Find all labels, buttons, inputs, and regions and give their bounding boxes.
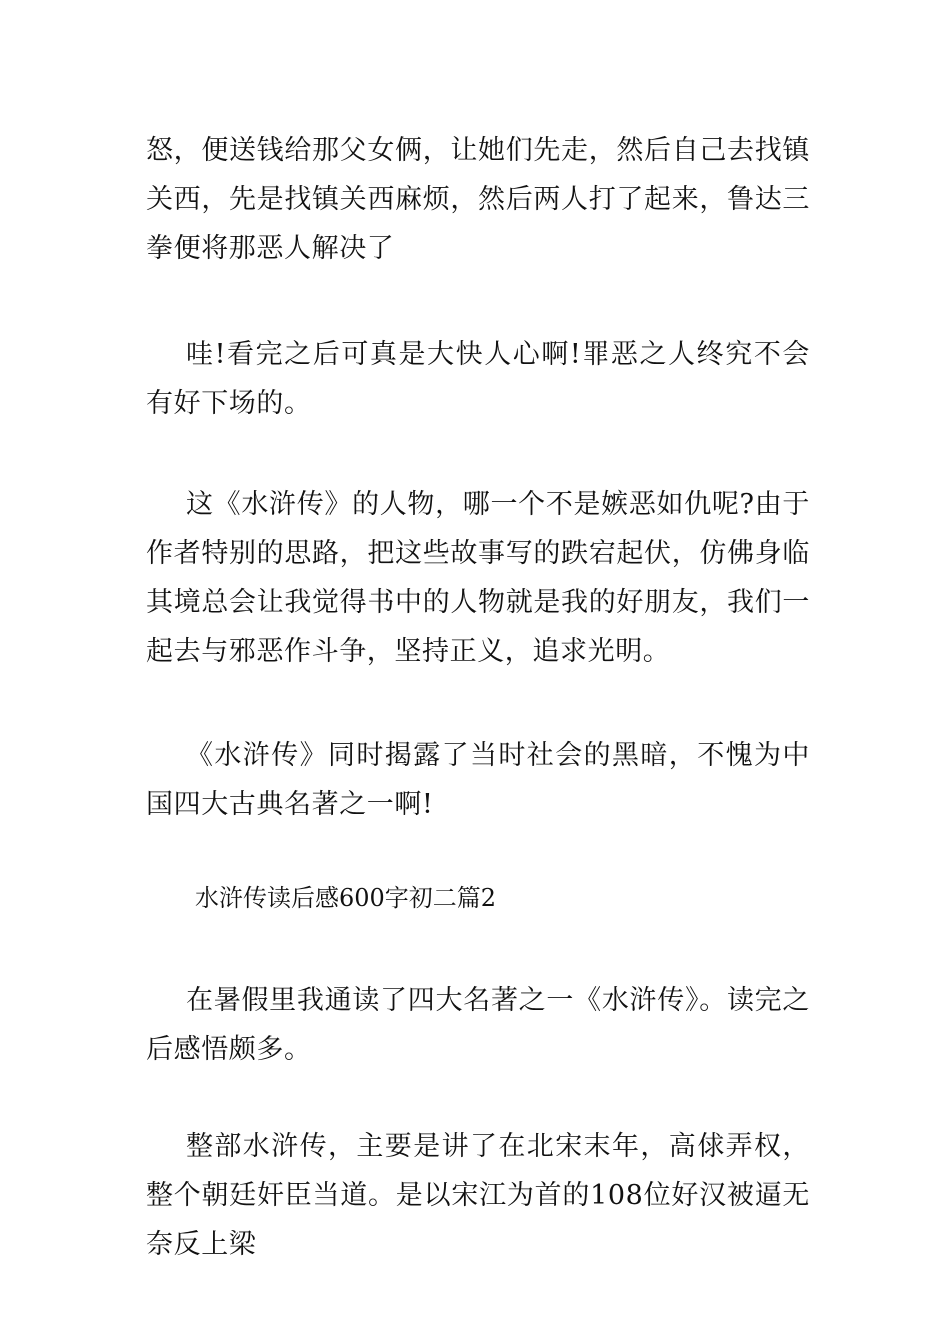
paragraph-continuation: 怒，便送钱给那父女俩，让她们先走，然后自己去找镇关西，先是找镇关西麻烦，然后两人打了起来，鲁达三拳便将那恶人解决了 [146, 135, 810, 264]
paragraph: 这《水浒传》的人物，哪一个不是嫉恶如仇呢?由于作者特别的思路，把这些故事写的跌宕起伏，仿佛身临其境总会让我觉得书中的人物就是我的好朋友，我们一起去与邪恶作斗争，坚持正义，追求光明。 [146, 489, 810, 667]
paragraph: 哇!看完之后可真是大快人心啊!罪恶之人终究不会有好下场的。 [146, 339, 810, 419]
paragraph: 《水浒传》同时揭露了当时社会的黑暗，不愧为中国四大古典名著之一啊! [146, 740, 810, 820]
section-heading: 水浒传读后感600字初二篇2 [195, 884, 497, 912]
paragraph: 整部水浒传，主要是讲了在北宋末年，高俅弄权，整个朝廷奸臣当道。是以宋江为首的108位好汉被逼无奈反上梁 [146, 1131, 810, 1260]
paragraph: 在暑假里我通读了四大名著之一《水浒传》。读完之后感悟颇多。 [146, 985, 810, 1065]
